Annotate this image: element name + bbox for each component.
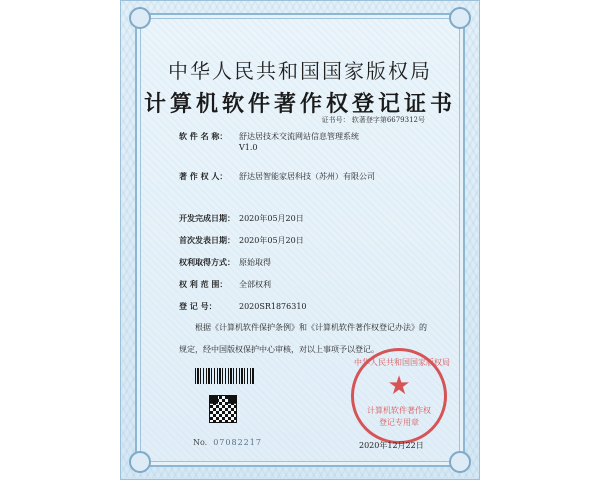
field-label: 权 利 范 围： — [179, 279, 228, 289]
issuer-title: 中华人民共和国国家版权局 — [168, 59, 432, 83]
field-label: 登 记 号： — [179, 301, 217, 311]
serial-prefix: No. — [193, 438, 208, 447]
corner-ornament — [449, 451, 471, 473]
field-value: 舒达居技术交流网站信息管理系统 — [239, 132, 359, 141]
star-icon: ★ — [387, 371, 411, 401]
certificate-inner-border — [135, 13, 465, 467]
field-completion-date — [179, 213, 304, 224]
barcode — [195, 368, 255, 384]
certificate-number: 证书号： 软著登字第6679312号 — [321, 116, 425, 124]
field-publication-date — [179, 235, 304, 246]
field-label: 软 件 名 称： — [179, 131, 228, 141]
field-rights-scope — [179, 279, 271, 290]
corner-ornament — [129, 7, 151, 29]
field-copyright-owner — [179, 171, 375, 182]
field-label: 著 作 权 人： — [179, 171, 228, 181]
field-label: 首次发表日期： — [179, 235, 235, 245]
software-version: V1.0 — [239, 143, 258, 152]
serial-value: 07082217 — [213, 438, 262, 447]
seal-ring-text: 中华人民共和国国家版权局 — [354, 358, 450, 367]
field-label: 开发完成日期： — [179, 213, 235, 223]
field-value: 原始取得 — [239, 258, 271, 267]
corner-ornament — [129, 451, 151, 473]
field-value: 2020SR1876310 — [239, 302, 307, 311]
field-registration-number — [179, 301, 307, 312]
field-software-name — [179, 131, 359, 142]
official-seal — [351, 348, 450, 444]
statement-line: 根据《计算机软件保护条例》和《计算机软件著作权登记办法》的 — [195, 323, 427, 332]
corner-ornament — [449, 7, 471, 29]
field-value: 舒达居智能家居科技（苏州）有限公司 — [239, 172, 375, 181]
field-value: 2020年05月20日 — [239, 214, 304, 223]
certificate-title: 计算机软件著作权登记证书 — [143, 91, 456, 117]
seal-text-line: 登记专用章 — [379, 418, 419, 427]
qr-code — [209, 395, 237, 423]
issue-date: 2020年12月22日 — [359, 441, 424, 450]
seal-text-line: 计算机软件著作权 — [367, 406, 431, 415]
field-value: 2020年05月20日 — [239, 236, 304, 245]
serial-number — [193, 438, 262, 447]
field-value: 全部权利 — [239, 280, 271, 289]
field-label: 权利取得方式： — [179, 257, 235, 267]
field-acquisition-method — [179, 257, 271, 268]
certificate-frame — [120, 0, 480, 480]
statement-line: 规定，经中国版权保护中心审核，对以上事项予以登记。 — [179, 345, 379, 354]
